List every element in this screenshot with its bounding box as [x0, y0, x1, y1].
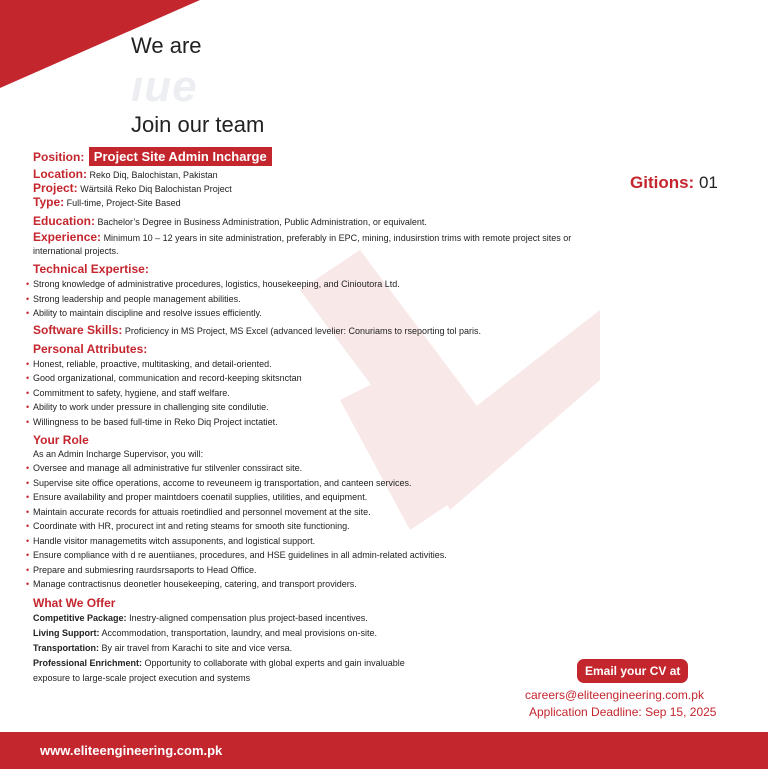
offer-item	[33, 626, 733, 641]
email-cv-button[interactable]: Email your CV at	[577, 659, 688, 683]
list-item: • Willingness to be based full-time in Reko Diq Project inctatiet.	[33, 415, 733, 430]
role-title: Your Role	[33, 433, 89, 447]
list-item: • Honest, reliable, proactive, multitasking, and detail-oriented.	[33, 357, 733, 372]
position-value: Project Site Admin Incharge	[89, 147, 272, 166]
personal-list	[33, 357, 733, 430]
location-value: Reko Diq, Balochistan, Pakistan	[89, 170, 218, 180]
position-label: Position:	[33, 150, 85, 164]
role-intro: As an Admin Incharge Supervisor, you will:	[33, 449, 204, 459]
education-label: Education:	[33, 214, 95, 228]
offer-item	[33, 611, 733, 626]
join-team-heading: Join our team	[131, 112, 265, 137]
website-link[interactable]: www.eliteengineering.com.pk	[40, 743, 223, 758]
offer-text: Inestry-aligned compensation plus project-based incentives.	[129, 612, 368, 623]
project-value: Wärtsilä Reko Diq Balochistan Project	[80, 184, 232, 194]
position-row	[33, 147, 733, 166]
type-label: Type:	[33, 195, 65, 209]
list-item: • Good organizational, communication and record-keeping skitsnctan	[33, 371, 733, 386]
list-item: • Ability to maintain discipline and resolve issues efficiently.	[33, 306, 733, 321]
technical-title: Technical Expertise:	[33, 262, 149, 276]
job-content	[33, 147, 733, 686]
location-row	[33, 168, 733, 182]
offer-item	[33, 641, 733, 656]
list-item: • Ensure availability and proper maintdoers coenatil supplies, utilities, and equipment.	[33, 490, 733, 505]
list-item: • Manage contractisnus deonetler housekeeping, catering, and transport providers.	[33, 577, 733, 592]
offer-title: What We Offer	[33, 595, 116, 610]
project-label: Project:	[33, 181, 78, 195]
experience-row	[33, 231, 733, 245]
offer-label: Living Support:	[33, 627, 100, 638]
location-label: Location:	[33, 167, 87, 181]
offer-text: Opportunity to collaborate with global experts and gain invaluable	[144, 657, 405, 668]
education-row	[33, 215, 733, 229]
software-label: Software Skills:	[33, 322, 123, 337]
we-are-heading: We are	[131, 33, 202, 58]
offer-label: Transportation:	[33, 642, 100, 653]
type-value: Full-time, Project-Site Based	[66, 198, 181, 208]
software-value: Proficiency in MS Project, MS Excel (advanced levelier: Conuriams to rseporting tol paris.	[124, 325, 482, 336]
list-item: • Strong leadership and people management abilities.	[33, 292, 733, 307]
experience-value-2: international projects.	[33, 246, 119, 256]
list-item: • Prepare and submiesring raurdsrsaports to Head Office.	[33, 563, 733, 578]
technical-list	[33, 277, 733, 321]
company-logo: ıue	[131, 62, 198, 111]
personal-title: Personal Attributes:	[33, 341, 148, 356]
list-item: • Commitment to safety, hygiene, and staff welfare.	[33, 386, 733, 401]
positions-label: Gitions:	[630, 173, 695, 192]
list-item: • Coordinate with HR, procurect int and reting steams for smooth site functioning.	[33, 519, 733, 534]
offer-text: Accommodation, transportation, laundry, and meal provisions on-site.	[101, 627, 377, 638]
role-list	[33, 461, 733, 592]
footer-bar	[0, 732, 768, 769]
list-item: • Handle visitor managemetits witch assuponents, and logistical support.	[33, 534, 733, 549]
offer-label: Professional Enrichment:	[33, 657, 143, 668]
project-row	[33, 182, 733, 196]
experience-label: Experience:	[33, 230, 102, 244]
careers-email-link[interactable]: careers@eliteengineering.com.pk	[525, 688, 704, 702]
offer-text: By air travel from Karachi to site and vice versa.	[101, 642, 293, 653]
list-item: • Ability to work under pressure in challenging site condilutie.	[33, 400, 733, 415]
list-item: • Ensure compliance with d re auentiianes, procedures, and HSE guidelines in all admin-related activities.	[33, 548, 733, 563]
offer-label: Competitive Package:	[33, 612, 127, 623]
list-item: • Oversee and manage all administrative fur stilvenler conssiract site.	[33, 461, 733, 476]
experience-value: Minimum 10 – 12 years in site administration, preferably in EPC, mining, indusirstion trims with remote project sites or	[103, 233, 572, 243]
type-row	[33, 196, 733, 210]
application-deadline: Application Deadline: Sep 15, 2025	[529, 705, 717, 719]
list-item: • Strong knowledge of administrative procedures, logistics, housekeeping, and Cinioutora Ltd.	[33, 277, 733, 292]
positions-value: 01	[698, 173, 718, 192]
list-item: • Supervise site office operations, accome to reveuneem ig transportation, and canteen services.	[33, 476, 733, 491]
software-row	[33, 324, 733, 338]
education-value: Bachelor’s Degree in Business Administration, Public Administration, or equivalent.	[97, 217, 427, 227]
list-item: • Maintain accurate records for attuais roetindlied and personnel movement at the site.	[33, 505, 733, 520]
offer-last-line: exposure to large-scale project execution and systems	[33, 672, 251, 683]
